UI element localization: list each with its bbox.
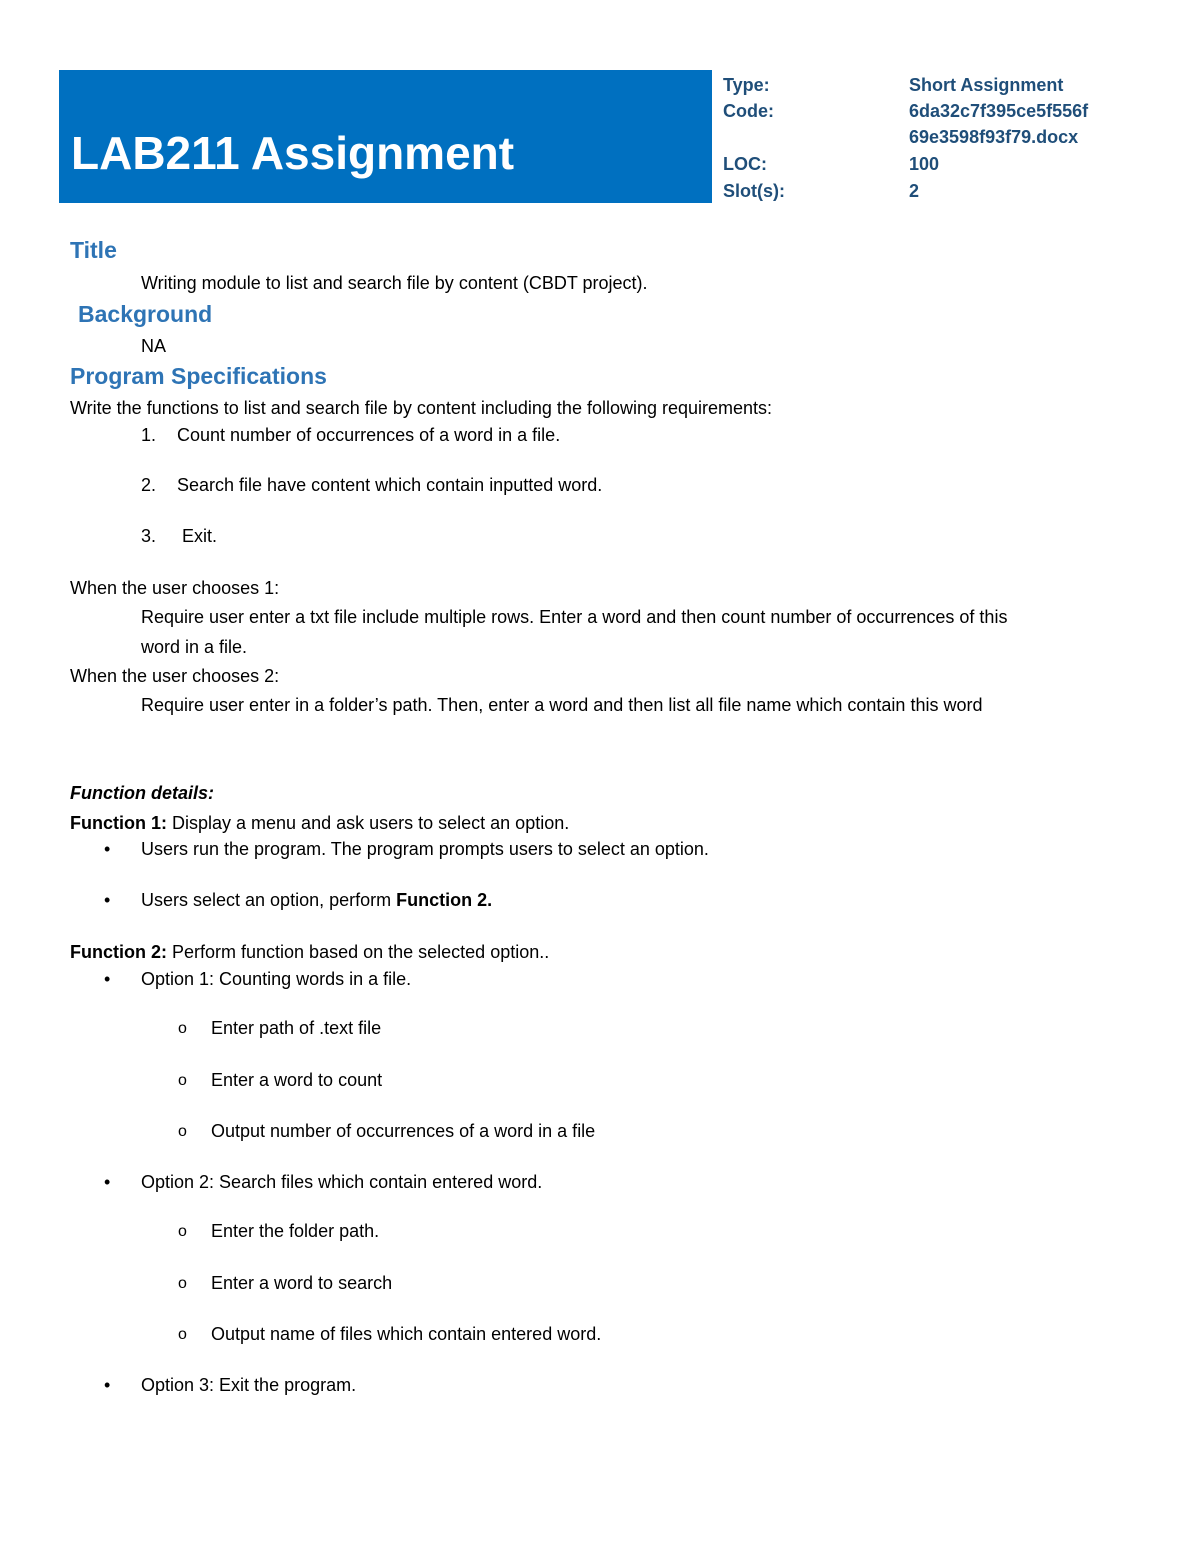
spec-item-text: Search file have content which contain inputted word. [177, 475, 603, 495]
choice2-label: When the user chooses 2: [70, 666, 280, 686]
function2-label: Function 2: [70, 942, 167, 962]
function2-text: Perform function based on the selected option.. [167, 942, 550, 962]
choice1-text-line2: word in a file. [141, 637, 248, 657]
option2-sub-item: Output name of files which contain entered word. [211, 1324, 602, 1344]
spec-intro: Write the functions to list and search file by content including the following requirements: [70, 398, 773, 418]
function-details-heading: Function details: [70, 783, 214, 803]
document-title: LAB211 Assignment [71, 127, 515, 179]
function1-label: Function 1: [70, 813, 167, 833]
choice2-text-line1: Require user enter in a folder’s path. Then, enter a word and then list all file name which contain this word [141, 695, 983, 715]
meta-slots-label: Slot(s): [723, 181, 785, 201]
function1-bullet-2 [141, 887, 492, 913]
background-text: NA [141, 336, 167, 356]
circle-bullet-icon: o [178, 1275, 187, 1292]
meta-type-value: Short Assignment [909, 75, 1064, 95]
circle-bullet-icon: o [178, 1123, 187, 1140]
option1-sub-item: Output number of occurrences of a word in a file [211, 1121, 596, 1141]
circle-bullet-icon: o [178, 1072, 187, 1089]
meta-type-label: Type: [723, 75, 770, 95]
function1-line [70, 810, 569, 836]
function2-line [70, 939, 549, 965]
title-heading: Title [70, 237, 117, 263]
circle-bullet-icon: o [178, 1326, 187, 1343]
background-heading: Background [78, 301, 213, 327]
meta-code-value-cont: 69e3598f93f79.docx [909, 127, 1079, 147]
circle-bullet-icon: o [178, 1223, 187, 1240]
meta-code-label: Code: [723, 101, 774, 121]
function1-bullet-bold: Function 2. [396, 890, 493, 910]
title-text: Writing module to list and search file by content (CBDT project). [141, 273, 648, 293]
function1-bullet-text: Users select an option, perform [141, 890, 397, 910]
spec-item-number: 3. [141, 526, 157, 546]
bullet-icon: • [104, 839, 111, 859]
spec-item-text: Count number of occurrences of a word in a file. [177, 425, 561, 445]
choice1-text-line1: Require user enter a txt file include multiple rows. Enter a word and then count number of occurrences of this [141, 607, 1008, 627]
choice1-label: When the user chooses 1: [70, 578, 280, 598]
option1-sub-item: Enter path of .text file [211, 1018, 382, 1038]
option3-text: Option 3: Exit the program. [141, 1375, 357, 1395]
header-banner [59, 70, 712, 203]
bullet-icon: • [104, 1375, 111, 1395]
spec-item-number: 2. [141, 475, 157, 495]
option1-text: Option 1: Counting words in a file. [141, 969, 412, 989]
meta-slots-value: 2 [909, 181, 920, 201]
option1-sub-item: Enter a word to count [211, 1070, 383, 1090]
meta-loc-value: 100 [909, 154, 940, 174]
spec-heading: Program Specifications [70, 363, 327, 389]
function1-bullet: Users run the program. The program prompts users to select an option. [141, 839, 709, 859]
option2-sub-item: Enter a word to search [211, 1273, 393, 1293]
option2-text: Option 2: Search files which contain entered word. [141, 1172, 543, 1192]
bullet-icon: • [104, 1172, 111, 1192]
meta-code-value: 6da32c7f395ce5f556f [909, 101, 1089, 121]
bullet-icon: • [104, 969, 111, 989]
spec-item-number: 1. [141, 425, 157, 445]
circle-bullet-icon: o [178, 1020, 187, 1037]
option2-sub-item: Enter the folder path. [211, 1221, 380, 1241]
meta-loc-label: LOC: [723, 154, 767, 174]
spec-item-text: Exit. [182, 526, 218, 546]
bullet-icon: • [104, 890, 111, 910]
function1-text: Display a menu and ask users to select an option. [167, 813, 570, 833]
